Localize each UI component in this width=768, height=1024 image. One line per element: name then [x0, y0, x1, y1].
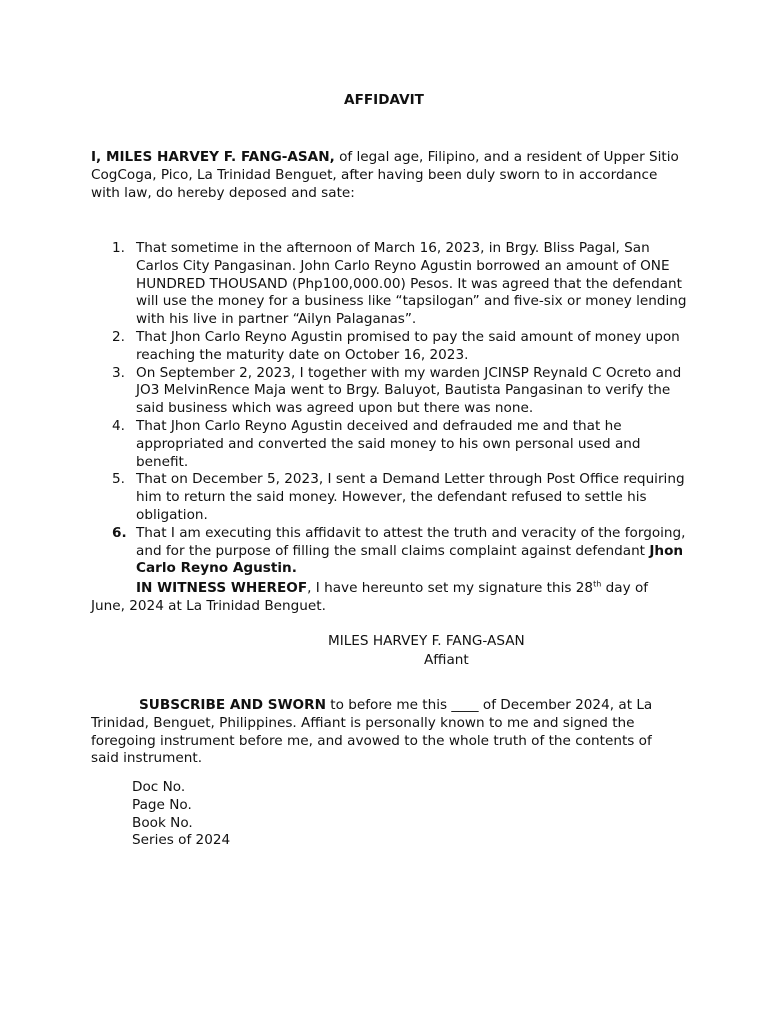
item-text: That Jhon Carlo Reyno Agustin deceived and defrauded me and that he appropriated and converted the said money to his own personal used and benefit.	[136, 417, 641, 470]
intro-paragraph	[91, 149, 681, 202]
document-title: AFFIDAVIT	[344, 92, 424, 108]
notary-page-no: Page No.	[132, 796, 192, 813]
witness-bold: IN WITNESS WHEREOF	[136, 580, 308, 596]
affiant-name-bold: I, MILES HARVEY F. FANG-ASAN,	[91, 149, 335, 165]
item-text: On September 2, 2023, I together with my warden JCINSP Reynald C Ocreto and JO3 MelvinRence Maja went to Brgy. Baluyot, Bautista Pangasinan to verify the said business which was agreed upon but there was none.	[136, 364, 682, 417]
jurat-text: to before me this ____ of December 2024, at La Trinidad, Benguet, Philippines. Affiant is personally known to me and signed the foregoing instrument before me, and avowed to the whole truth of the contents of said instrument.	[91, 697, 653, 767]
witness-text-a: , I have hereunto set my signature this 28	[307, 580, 594, 596]
list-item	[91, 525, 691, 578]
intro-text: of legal age, Filipino, and a resident of Upper Sitio CogCoga, Pico, La Trinidad Benguet, after having been duly sworn to in accordance with law, do hereby deposed and sate:	[91, 149, 679, 201]
item-number: 5.	[112, 471, 125, 488]
witness-paragraph	[91, 580, 681, 616]
list-item	[91, 418, 691, 471]
item-text: That I am executing this affidavit to attest the truth and veracity of the forgoing, and for the purpose of filling the small claims complaint against defendant	[136, 524, 686, 559]
ordinal-suffix: th	[593, 579, 602, 589]
list-item	[91, 471, 691, 524]
item-number: 4.	[112, 417, 125, 434]
signature-name: MILES HARVEY F. FANG-ASAN	[328, 633, 525, 649]
signature-role: Affiant	[424, 652, 469, 668]
notary-block	[132, 779, 230, 850]
defendant-name-bold: Jhon Carlo Reyno Agustin.	[136, 542, 684, 577]
item-text: That on December 5, 2023, I sent a Demand Letter through Post Office requiring him to return the said money. However, the defendant refused to settle his obligation.	[136, 471, 685, 523]
notary-book-no: Book No.	[132, 814, 193, 831]
list-item	[91, 365, 691, 418]
item-number: 6.	[112, 524, 127, 541]
statement-list	[91, 240, 691, 578]
item-text: That Jhon Carlo Reyno Agustin promised to pay the said amount of money upon reaching the maturity date on October 16, 2023.	[136, 328, 680, 363]
item-number: 3.	[112, 364, 125, 381]
list-item	[91, 329, 691, 365]
item-number: 1.	[112, 240, 125, 256]
notary-doc-no: Doc No.	[132, 779, 186, 795]
notary-series: Series of 2024	[132, 832, 231, 849]
item-number: 2.	[112, 328, 125, 345]
item-text: That sometime in the afternoon of March 16, 2023, in Brgy. Bliss Pagal, San Carlos City Pangasinan. John Carlo Reyno Agustin borrowed an amount of ONE HUNDRED THOUSAND (Php100,000.00) Pesos. It was agreed that the defendant will use the money for a business like “tapsilogan” and five-six or money lending with his live in partner “Ailyn Palaganas”.	[136, 240, 687, 328]
jurat-paragraph	[91, 697, 681, 768]
witness-text-b: day of June, 2024 at La Trinidad Benguet.	[91, 580, 649, 614]
jurat-bold: SUBSCRIBE AND SWORN	[139, 697, 326, 713]
list-item	[91, 240, 691, 329]
